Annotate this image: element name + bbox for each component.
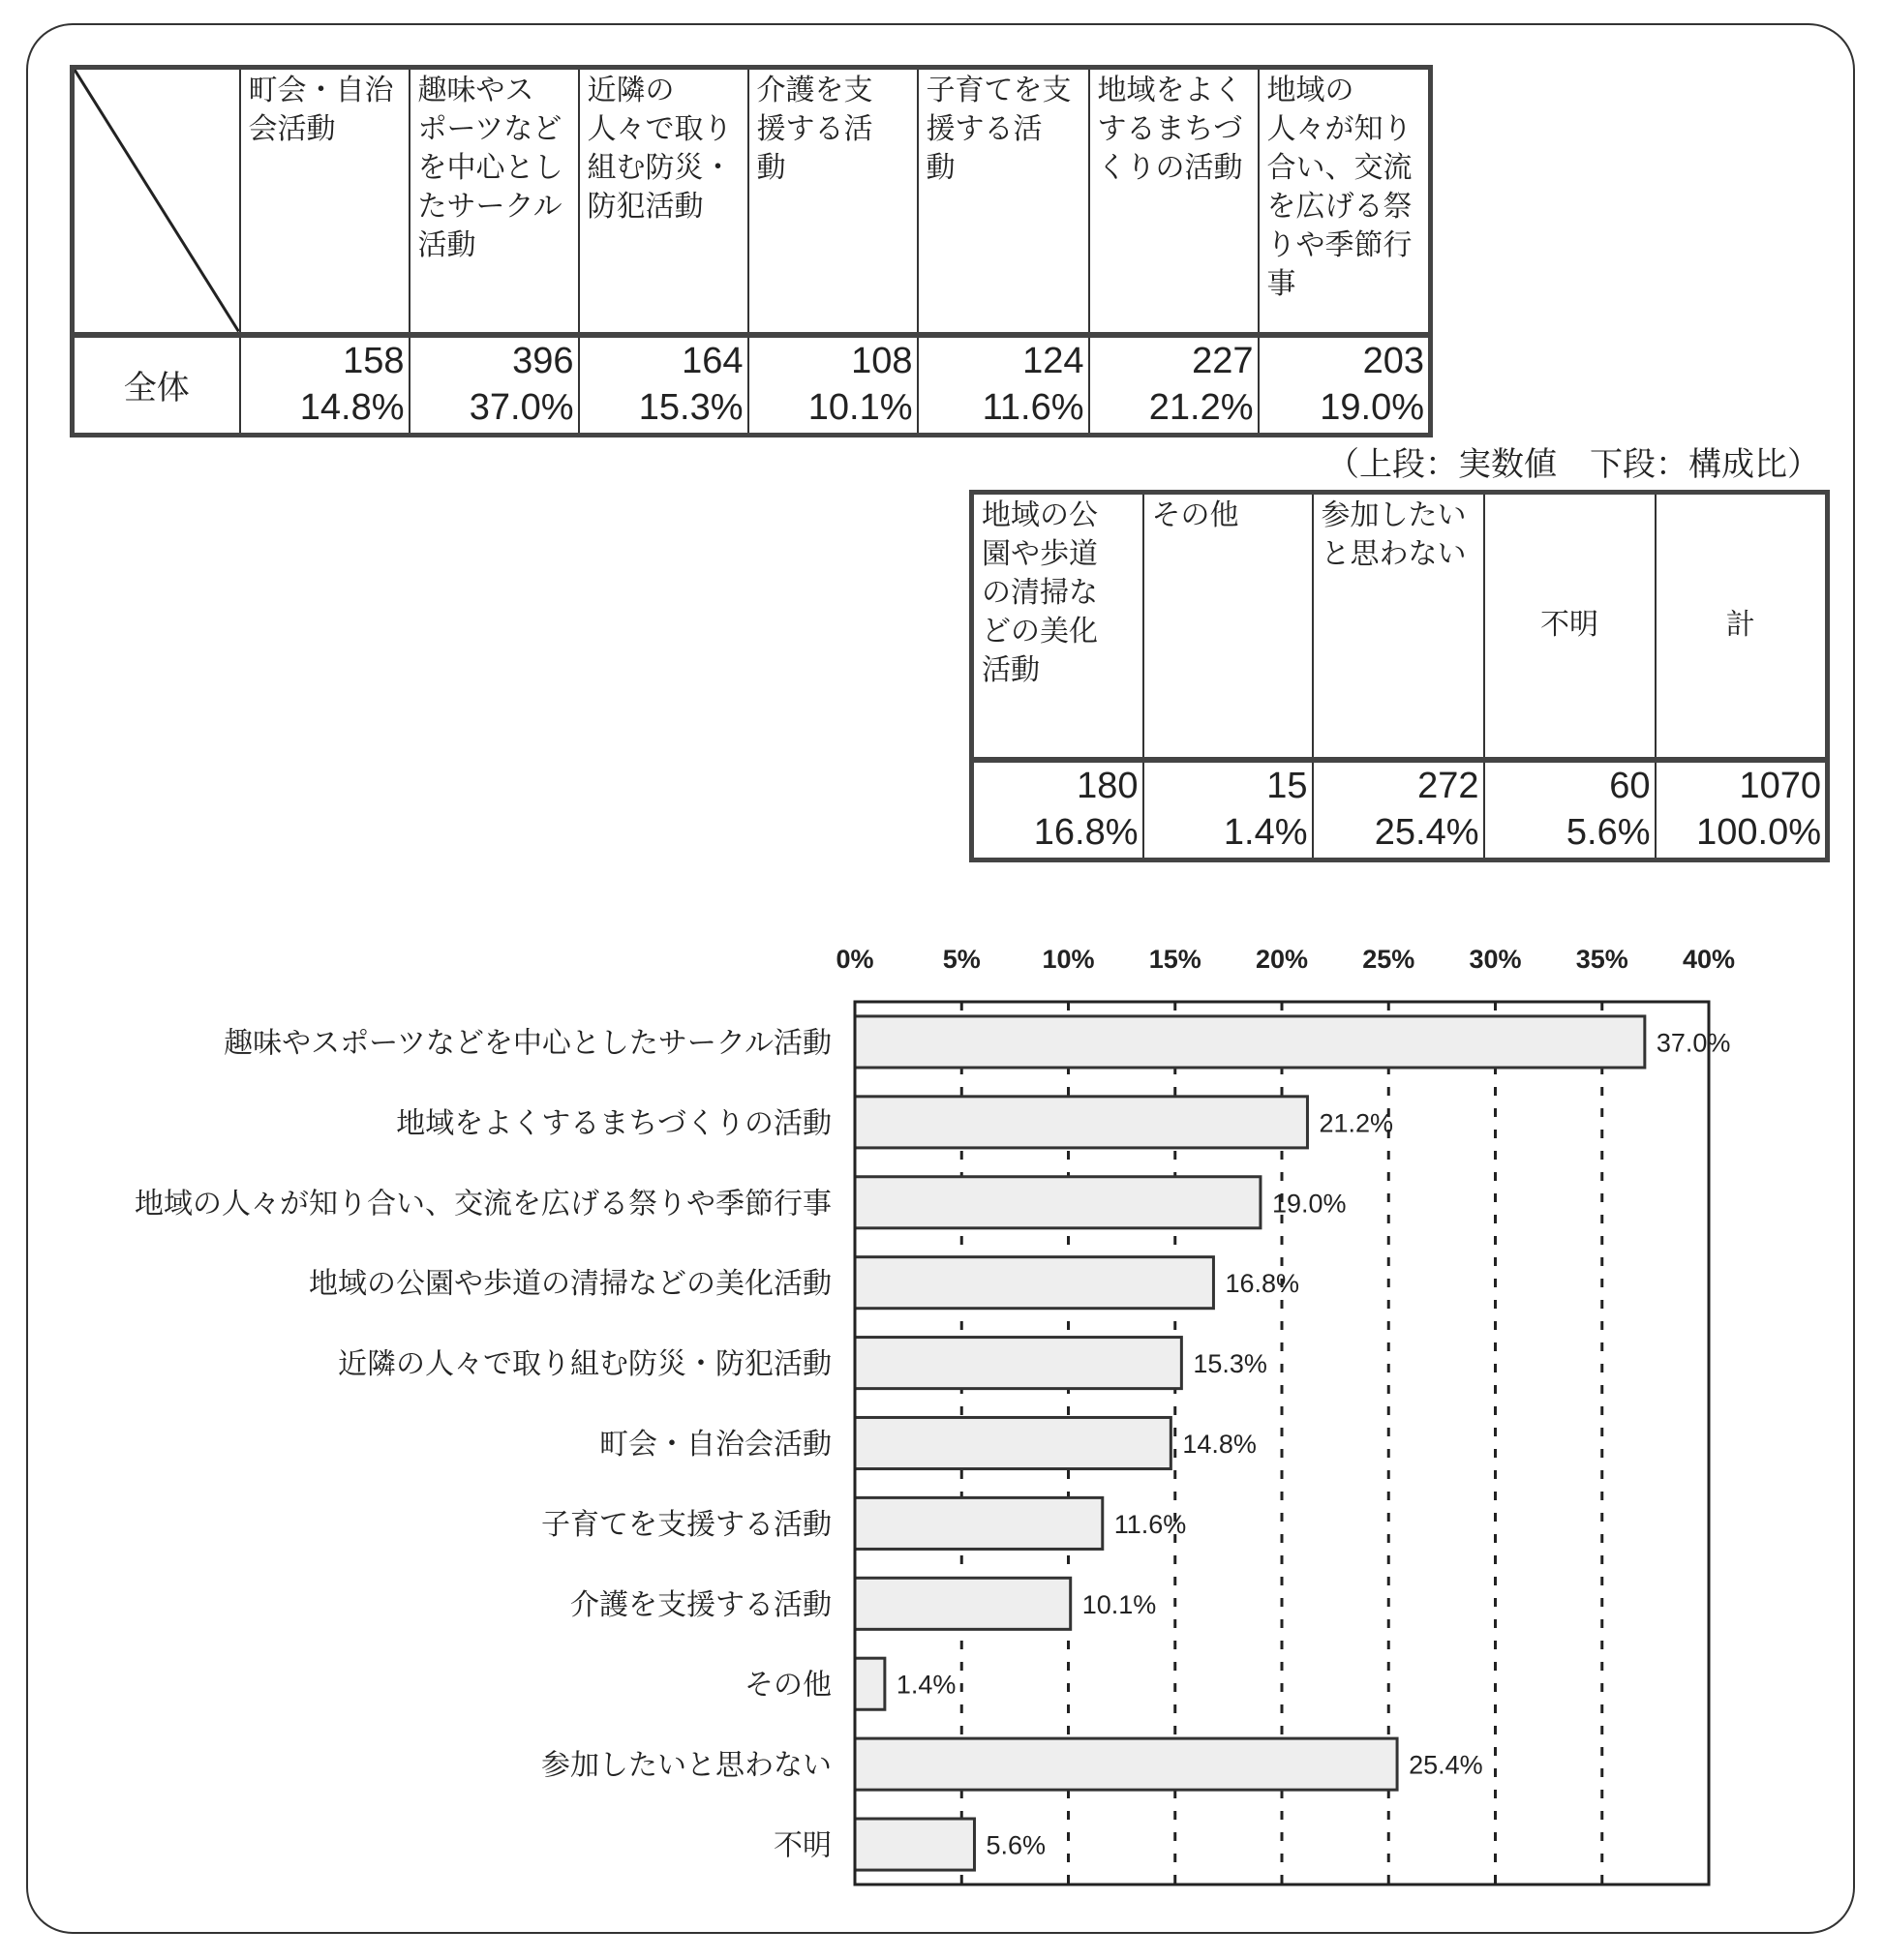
category-label: 趣味やスポーツなどを中心としたサークル活動 [224,1026,832,1061]
category-label: 子育てを支援する活動 [541,1507,832,1542]
bar [855,1097,1307,1148]
row-label: 全体 [73,335,240,436]
bar-value-label: 5.6% [986,1830,1047,1860]
percent-value: 1.4% [1223,811,1308,853]
count-value: 15 [1266,765,1308,806]
percent-value: 10.1% [807,386,913,428]
bar-value-label: 14.8% [1182,1430,1257,1459]
bar-value-label: 16.8% [1225,1269,1300,1299]
bar [855,1497,1103,1549]
table1-header: 趣味やス ポーツなど を中心とし たサークル 活動 [410,68,579,335]
category-label: その他 [745,1668,832,1703]
count-value: 396 [512,340,574,381]
count-value: 1070 [1739,765,1821,806]
count-value: 203 [1362,340,1424,381]
table1-header: 地域の 人々が知り 合い、交流 を広げる祭 りや季節行 事 [1259,68,1431,335]
x-tick-label: 0% [836,945,874,974]
count-value: 108 [851,340,913,381]
x-tick-label: 5% [942,945,981,974]
count-value: 60 [1609,765,1651,806]
percent-value: 25.4% [1374,811,1479,853]
category-label: 参加したいと思わない [541,1748,832,1783]
bar [855,1578,1071,1629]
bar [855,1257,1213,1309]
bar [855,1338,1181,1389]
percent-value: 21.2% [1148,386,1254,428]
count-value: 164 [682,340,744,381]
percent-value: 37.0% [469,386,574,428]
count-value: 124 [1022,340,1084,381]
bar-value-label: 21.2% [1319,1108,1394,1138]
percent-value: 15.3% [638,386,744,428]
x-tick-label: 10% [1042,945,1095,974]
bar [855,1658,885,1709]
bar [855,1016,1645,1068]
bar [855,1417,1171,1468]
category-label: 不明 [774,1828,832,1863]
x-tick-label: 15% [1148,945,1201,974]
category-label: 近隣の人々で取り組む防災・防犯活動 [338,1347,832,1382]
percent-value: 14.8% [299,386,405,428]
bar [855,1819,974,1870]
x-tick-label: 35% [1575,945,1628,974]
table2-header: 地域の公 園や歩道 の清掃な どの美化 活動 [972,493,1143,760]
bar-value-label: 37.0% [1656,1028,1731,1058]
count-value: 158 [343,340,405,381]
x-tick-label: 30% [1469,945,1522,974]
x-tick-label: 40% [1682,945,1736,974]
count-value: 227 [1192,340,1254,381]
table1-header: 近隣の 人々で取り 組む防災・ 防犯活動 [579,68,748,335]
table1-header: 地域をよく するまちづ くりの活動 [1089,68,1259,335]
bar [855,1177,1261,1228]
bar-value-label: 10.1% [1081,1589,1157,1619]
table1-header: 介護を支 援する活 動 [748,68,918,335]
category-label: 地域の人々が知り合い、交流を広げる祭りや季節行事 [135,1187,832,1221]
percent-value: 5.6% [1566,811,1651,853]
category-label: 町会・自治会活動 [599,1428,832,1462]
count-value: 180 [1077,765,1139,806]
table1-header: 子育てを支 援する活 動 [918,68,1089,335]
x-tick-label: 20% [1255,945,1309,974]
category-label: 介護を支援する活動 [570,1587,832,1622]
category-label: 地域の公園や歩道の清掃などの美化活動 [309,1267,832,1302]
bar [855,1738,1397,1790]
table2-header: 参加したい と思わない [1313,493,1484,760]
bar-value-label: 1.4% [896,1670,957,1700]
table-note: （上段：実数値 下段：構成比） [1326,445,1820,484]
x-tick-label: 25% [1362,945,1415,974]
count-value: 272 [1417,765,1479,806]
table1-header: 町会・自治 会活動 [240,68,410,335]
table2-header: その他 [1143,493,1313,760]
table2-header: 不明 [1484,493,1656,760]
percent-value: 19.0% [1320,386,1424,428]
percent-value: 16.8% [1033,811,1139,853]
table2-header: 計 [1656,493,1828,760]
bar-value-label: 25.4% [1409,1750,1483,1780]
bar-value-label: 15.3% [1193,1349,1267,1379]
category-label: 地域をよくするまちづくりの活動 [396,1106,832,1141]
percent-value: 11.6% [982,386,1084,428]
percent-value: 100.0% [1696,811,1821,853]
bar-value-label: 11.6% [1113,1509,1187,1539]
bar-value-label: 19.0% [1271,1189,1347,1219]
